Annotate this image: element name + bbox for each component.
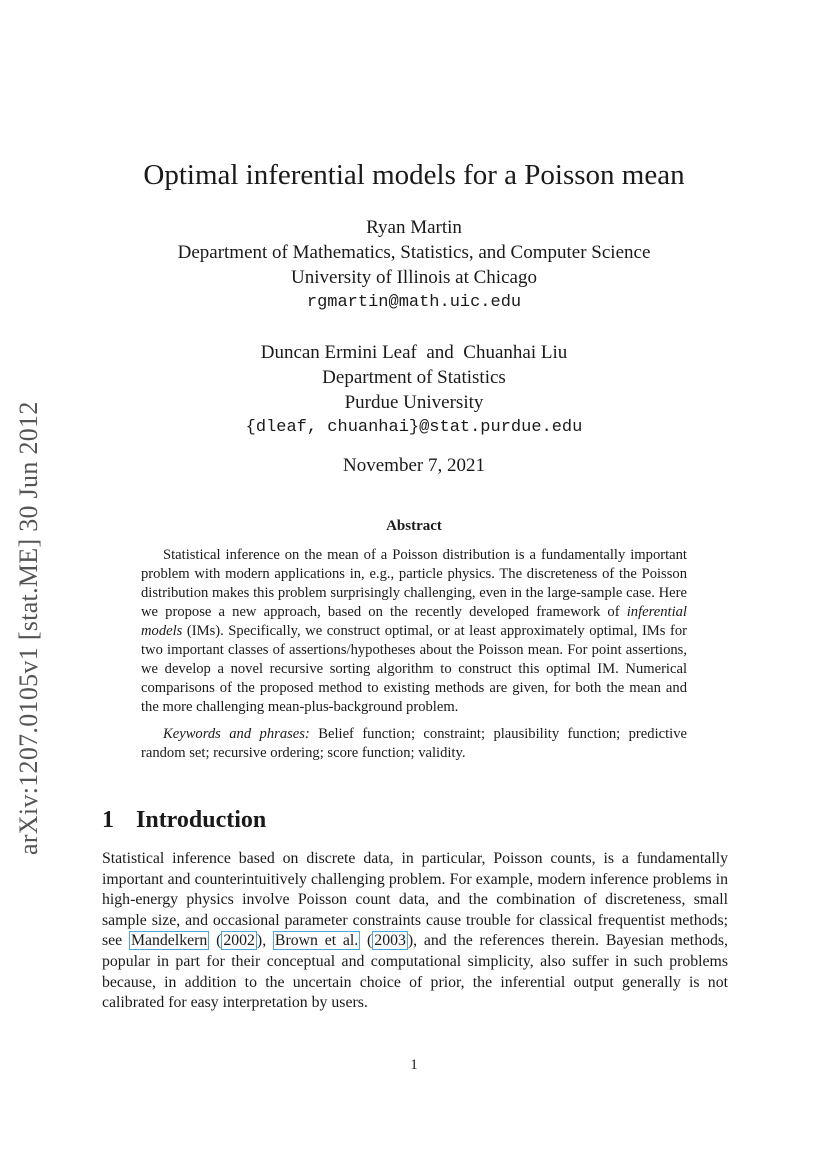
abstract-heading: Abstract: [386, 518, 442, 534]
citation-link-brown[interactable]: Brown et al.: [274, 932, 359, 950]
keywords-label: Keywords and phrases:: [163, 726, 310, 742]
citation-link-mandelkern-year[interactable]: 2002: [223, 932, 255, 950]
author-block-2: [0, 340, 828, 440]
section-title: Introduction: [136, 807, 267, 833]
section-number: 1: [102, 807, 114, 833]
keywords-paragraph: [141, 725, 687, 763]
author-block-1: [0, 215, 828, 315]
author-department: Department of Statistics: [322, 367, 506, 388]
abstract-text-part1: Statistical inference on the mean of a Poisson distribution is a fundamentally important problem with modern applications in, e.g., particle physics. The discreteness of the Poisson distribution makes this problem surprisingly challenging, even in the large-sample case. Here we propose a new approach, based on the recently developed framework of: [141, 547, 687, 620]
citation-link-mandelkern[interactable]: Mandelkern: [130, 932, 208, 950]
author-department: Department of Mathematics, Statistics, and Computer Science: [177, 242, 651, 263]
abstract-paragraph: [141, 546, 687, 717]
author-email: {dleaf, chuanhai}@stat.purdue.edu: [245, 418, 583, 437]
arxiv-identifier-stamp: arXiv:1207.0105v1 [stat.ME] 30 Jun 2012: [14, 401, 43, 855]
author-name: Ryan Martin: [366, 217, 462, 238]
intro-text-part2: ,: [262, 932, 273, 950]
introduction-body: [102, 849, 728, 1014]
author-email: rgmartin@math.uic.edu: [306, 293, 522, 312]
citation-link-brown-year[interactable]: 2003: [374, 932, 406, 950]
abstract-emphasis: inferential models: [141, 604, 687, 639]
keywords-list: Belief function; constraint; plausibility function; predictive random set; recursive ordering; score function; validity.: [141, 726, 687, 761]
introduction-paragraph: Statistical inference based on discrete data, in particular, Poisson counts, is a fundamentally important and counterintuitively challenging problem. For example, modern inference problems in high-energy physics involve Poisson count data, and the combination of discreteness, small sample size, and occasional parameter constraints cause trouble for classical frequentist methods; see Mandelkern ( 2002 ), Brown et al. ( 2003 ), and the references therein. Bayesian methods, popular in part for their conceptual and computational simplicity, also suffer in such problems because, in addition to the uncertain choice of prior, the inferential output generally is not calibrated for easy interpretation by users.: [102, 850, 728, 1012]
paper-date: November 7, 2021: [343, 455, 485, 476]
intro-text-part3: , and the references therein. Bayesian methods, popular in part for their conceptual and computational simplicity, also suffer in such problems because, in addition to the uncertain choice of prior, the inferential output generally is not calibrated for easy interpretation by users.: [102, 932, 728, 1012]
section-heading-introduction: [102, 803, 266, 837]
intro-text-part1: Statistical inference based on discrete data, in particular, Poisson counts, is a fundamentally important and counterintuitively challenging problem. For example, modern inference problems in high-energy physics involve Poisson count data, and the combination of discreteness, small sample size, and occasional parameter constraints cause trouble for classical frequentist methods; see: [102, 850, 728, 950]
page-number: 1: [410, 1057, 418, 1073]
author-university: University of Illinois at Chicago: [291, 267, 537, 288]
author-university: Purdue University: [344, 392, 484, 413]
paper-title: Optimal inferential models for a Poisson mean: [143, 159, 685, 191]
abstract-body: [141, 546, 687, 763]
abstract-text-part2: (IMs). Specifically, we construct optimal, or at least approximately optimal, IMs for two important classes of assertions/hypotheses about the Poisson mean. For point assertions, we develop a novel recursive sorting algorithm to construct this optimal IM. Numerical comparisons of the proposed method to existing methods are given, for both the mean and the more challenging mean-plus-background problem.: [141, 623, 687, 715]
author-names: Duncan Ermini Leaf and Chuanhai Liu: [260, 342, 568, 363]
